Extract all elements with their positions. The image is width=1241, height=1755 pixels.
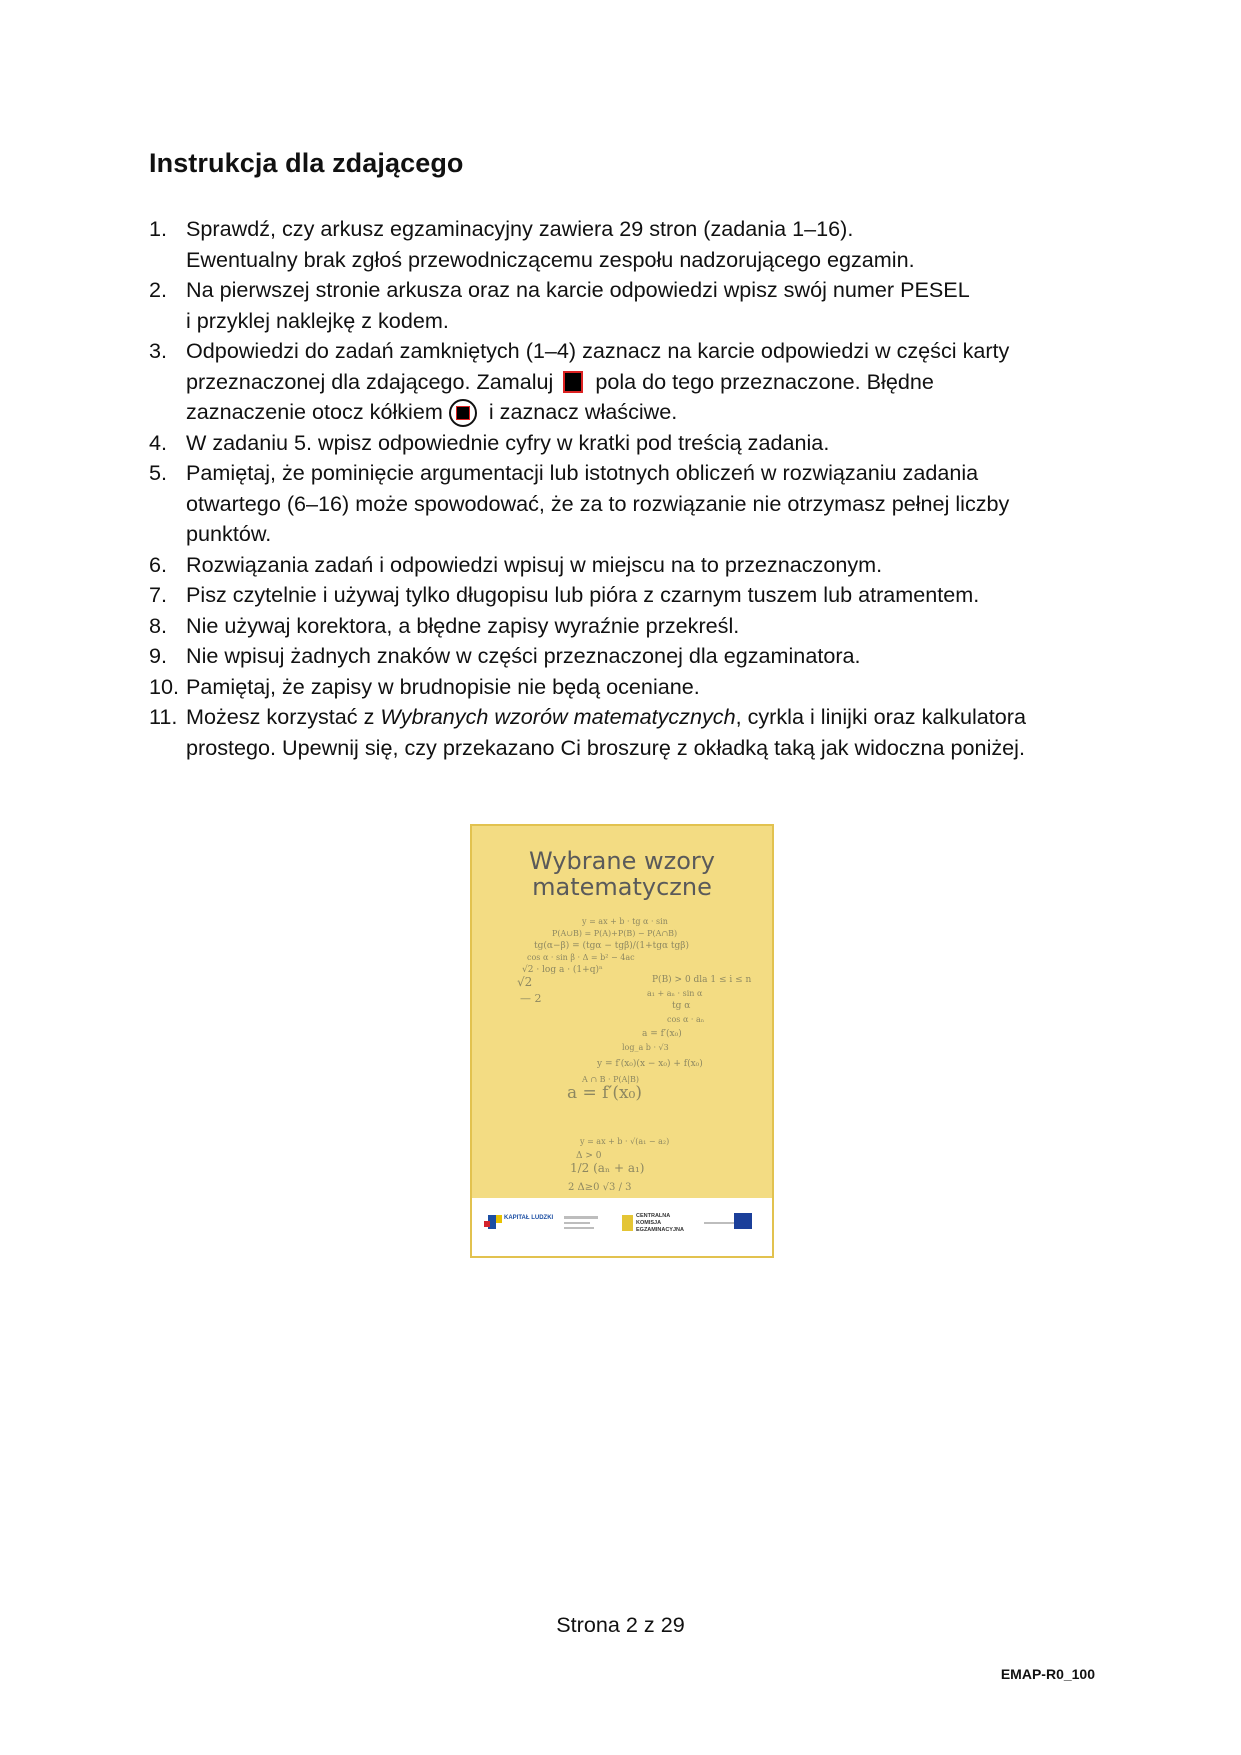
item-number: 2. <box>149 277 168 302</box>
item-text: pola do tego przeznaczone. Błędne <box>595 368 934 394</box>
item-text: i zaznacz właściwe. <box>488 399 678 424</box>
item-text: Pamiętaj, że pominięcie argumentacji lub istotnych obliczeń w rozwiązaniu zadania <box>186 460 979 485</box>
svg-text:log_a b · √3: log_a b · √3 <box>622 1043 669 1052</box>
list-item <box>149 611 1099 642</box>
list-item <box>149 428 1099 459</box>
svg-text:A ∩ B · P(A|B): A ∩ B · P(A|B) <box>582 1075 640 1084</box>
list-item <box>149 702 1099 763</box>
item-number: 4. <box>149 429 168 455</box>
item-number: 9. <box>149 643 168 668</box>
list-item <box>149 550 1099 581</box>
instruction-list <box>149 214 1099 763</box>
item-text: Pamiętaj, że zapisy w brudnopisie nie będą oceniane. <box>186 673 700 699</box>
item-number: 6. <box>149 551 168 577</box>
item-text: Możesz korzystać z <box>186 704 381 729</box>
list-item <box>149 580 1099 611</box>
list-item <box>149 214 1099 275</box>
page-number: Strona 2 z 29 <box>556 1612 685 1637</box>
svg-text:a = f′(x₀): a = f′(x₀) <box>642 1029 682 1039</box>
item-number: 5. <box>149 460 168 485</box>
cover-title-line: Wybrane wzory <box>529 847 715 875</box>
item-number: 10. <box>149 673 180 699</box>
svg-text:a₁ + aₙ · sin α: a₁ + aₙ · sin α <box>647 989 703 998</box>
item-text: przeznaczonej dla zdającego. Zamaluj <box>186 368 554 394</box>
item-text: i przyklej naklejkę z kodem. <box>186 307 449 333</box>
item-text: Odpowiedzi do zadań zamkniętych (1–4) zaznacz na karcie odpowiedzi w części karty <box>186 338 1010 363</box>
svg-text:√2: √2 <box>517 975 533 989</box>
svg-text:tg(α−β) = (tgα − tgβ)/(1+tgα t: tg(α−β) = (tgα − tgβ)/(1+tgα tgβ) <box>534 941 690 951</box>
list-item <box>149 336 1099 428</box>
exam-code: EMAP-R0_100 <box>1000 1666 1095 1682</box>
item-text: otwartego (6–16) może spowodować, że za to rozwiązanie nie otrzymasz pełnej liczby <box>186 490 1010 516</box>
item-text: Na pierwszej stronie arkusza oraz na karcie odpowiedzi wpisz swój numer PESEL <box>186 277 970 302</box>
item-text: Ewentualny brak zgłoś przewodniczącemu zespołu nadzorującego egzamin. <box>186 246 915 272</box>
item-number: 7. <box>149 582 168 607</box>
svg-text:2 Δ≥0 √3 / 3: 2 Δ≥0 √3 / 3 <box>568 1182 632 1193</box>
svg-text:— 2: — 2 <box>520 992 542 1005</box>
list-item <box>149 458 1099 550</box>
svg-text:cos α · aₙ: cos α · aₙ <box>667 1015 705 1024</box>
item-text: Sprawdź, czy arkusz egzaminacyjny zawiera 29 stron (zadania 1–16). <box>186 216 854 241</box>
item-text: prostego. Upewnij się, czy przekazano Ci broszurę z okładką taką jak widoczna poniżej. <box>186 734 1025 760</box>
svg-text:Δ > 0: Δ > 0 <box>576 1151 602 1161</box>
item-text: punktów. <box>186 521 272 546</box>
page-title: Instrukcja dla zdającego <box>149 148 464 178</box>
svg-text:P(A∪B) = P(A)+P(B) − P(A∩B): P(A∪B) = P(A)+P(B) − P(A∩B) <box>552 929 678 938</box>
logo-text-kapital-ludzki: KAPITAŁ LUDZKI <box>504 1215 554 1221</box>
item-text: Nie używaj korektora, a błędne zapisy wyraźnie przekreśl. <box>186 612 740 638</box>
item-number: 1. <box>149 216 168 241</box>
svg-text:a = f′(x₀): a = f′(x₀) <box>567 1083 643 1103</box>
svg-text:y = f′(x₀)(x − x₀) + f(x₀): y = f′(x₀)(x − x₀) + f(x₀) <box>597 1059 703 1069</box>
logo-strip-graphics <box>472 1198 772 1256</box>
item-text: Rozwiązania zadań i odpowiedzi wpisuj w miejscu na to przeznaczonym. <box>186 551 883 577</box>
circled-square-icon <box>449 399 477 427</box>
item-text: W zadaniu 5. wpisz odpowiednie cyfry w kratki pod treścią zadania. <box>186 429 830 455</box>
list-item <box>149 275 1099 336</box>
list-item <box>149 641 1099 672</box>
item-text: Nie wpisuj żadnych znaków w części przeznaczonej dla egzaminatora. <box>186 643 861 668</box>
svg-text:y = ax + b · √(a₁ − a₂): y = ax + b · √(a₁ − a₂) <box>580 1137 670 1146</box>
svg-text:P(B) > 0 dla 1 ≤ i ≤ n: P(B) > 0 dla 1 ≤ i ≤ n <box>652 975 752 985</box>
cover-logo-strip <box>472 1198 772 1256</box>
item-number: 3. <box>149 338 168 363</box>
item-text: , cyrkla i linijki oraz kalkulatora <box>735 704 1027 729</box>
filled-square-icon <box>563 371 583 393</box>
item-text: Pisz czytelnie i używaj tylko długopisu lub pióra z czarnym tuszem lub atramentem. <box>186 582 980 607</box>
cover-title-line: matematyczne <box>532 873 712 901</box>
question-mark-formula-art <box>472 826 774 1258</box>
list-item <box>149 672 1099 703</box>
formula-booklet-cover <box>470 824 774 1258</box>
svg-text:√2 · log a · (1+q)ⁿ: √2 · log a · (1+q)ⁿ <box>522 965 603 975</box>
item-text-italic: Wybranych wzorów matematycznych <box>380 704 736 729</box>
item-number: 8. <box>149 612 168 638</box>
logo-text-cke: CENTRALNA KOMISJA EGZAMINACYJNA <box>636 1213 684 1233</box>
svg-text:tg α: tg α <box>672 1001 691 1011</box>
item-number: 11. <box>149 704 178 729</box>
svg-text:y = ax + b · tg α · sin: y = ax + b · tg α · sin <box>582 917 668 926</box>
svg-text:1/2 (aₙ + a₁): 1/2 (aₙ + a₁) <box>570 1161 645 1175</box>
svg-text:cos α · sin β · Δ = b² − 4ac: cos α · sin β · Δ = b² − 4ac <box>527 953 635 962</box>
item-text: zaznaczenie otocz kółkiem <box>186 399 443 424</box>
